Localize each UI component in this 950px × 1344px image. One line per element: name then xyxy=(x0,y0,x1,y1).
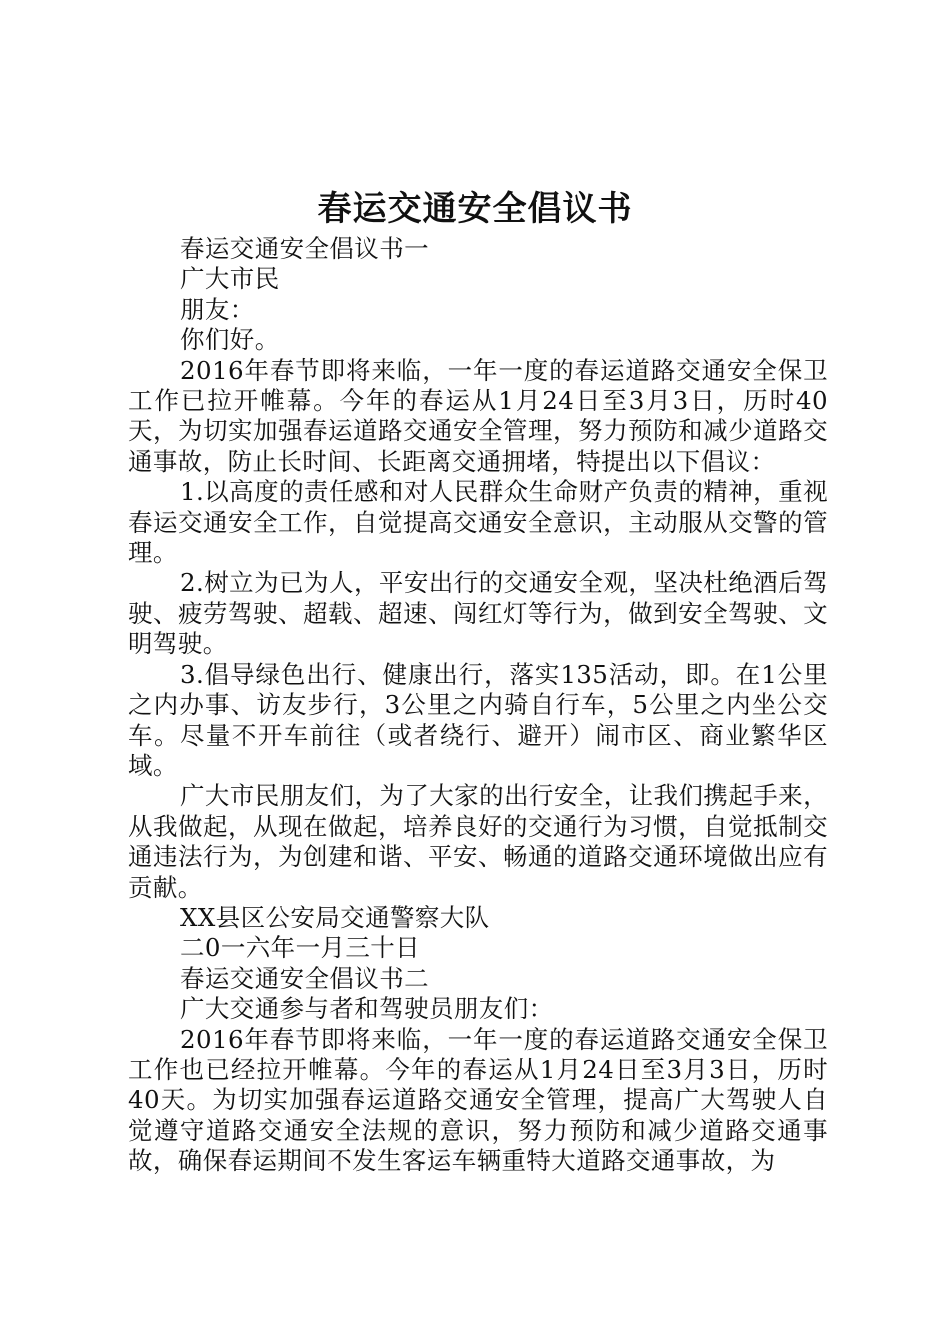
document-body xyxy=(128,234,828,1177)
signature-date: 二0一六年一月三十日 xyxy=(180,933,421,963)
body-paragraph: 2016年春节即将来临，一年一度的春运道路交通安全保卫工作已拉开帷幕。今年的春运从1月24日至3月3日，历时40天，为切实加强春运道路交通安全管理，努力预防和减少道路交通事故，防止长时间、长距离交通拥堵，特提出以下倡议： xyxy=(128,355,828,476)
proposal-item-2: 2.树立为已为人，平安出行的交通安全观，坚决杜绝酒后驾驶、疲劳驾驶、超载、超速、闯红灯等行为，做到安全驾驶、文明驾驶。 xyxy=(128,568,828,659)
section-heading-2: 春运交通安全倡议书二 xyxy=(180,963,429,993)
body-paragraph-2: 2016年春节即将来临，一年一度的春运道路交通安全保卫工作也已经拉开帷幕。今年的春运从1月24日至3月3日，历时40天。为切实加强春运道路交通安全管理，提高广大驾驶人自觉遵守道路交通安全法规的意识，努力预防和减少道路交通事故，确保春运期间不发生客运车辆重特大道路交通事故，为 xyxy=(128,1024,828,1176)
proposal-item-1: 1.以高度的责任感和对人民群众生命财产负责的精神，重视春运交通安全工作，自觉提高交通安全意识，主动服从交警的管理。 xyxy=(128,477,828,568)
closing-paragraph: 广大市民朋友们，为了大家的出行安全，让我们携起手来，从我做起，从现在做起，培养良好的交通行为习惯，自觉抵制交通违法行为，为创建和谐、平安、畅通的道路交通环境做出应有贡献。 xyxy=(128,781,828,902)
document-title: 春运交通安全倡议书 xyxy=(317,189,633,229)
salutation-2: 广大交通参与者和驾驶员朋友们： xyxy=(180,994,554,1024)
salutation-line-1: 广大市民 xyxy=(180,264,280,294)
signature-organization: XX县区公安局交通警察大队 xyxy=(180,902,490,932)
section-heading-1: 春运交通安全倡议书一 xyxy=(180,234,429,263)
proposal-item-3: 3.倡导绿色出行、健康出行，落实135活动，即。在1公里之内办事、访友步行，3公里之内骑自行车，5公里之内坐公交车。尽量不开车前往（或者绕行、避开）闹市区、商业繁华区域。 xyxy=(128,659,828,780)
salutation-line-2: 朋友： xyxy=(180,294,255,324)
greeting: 你们好。 xyxy=(180,325,280,355)
